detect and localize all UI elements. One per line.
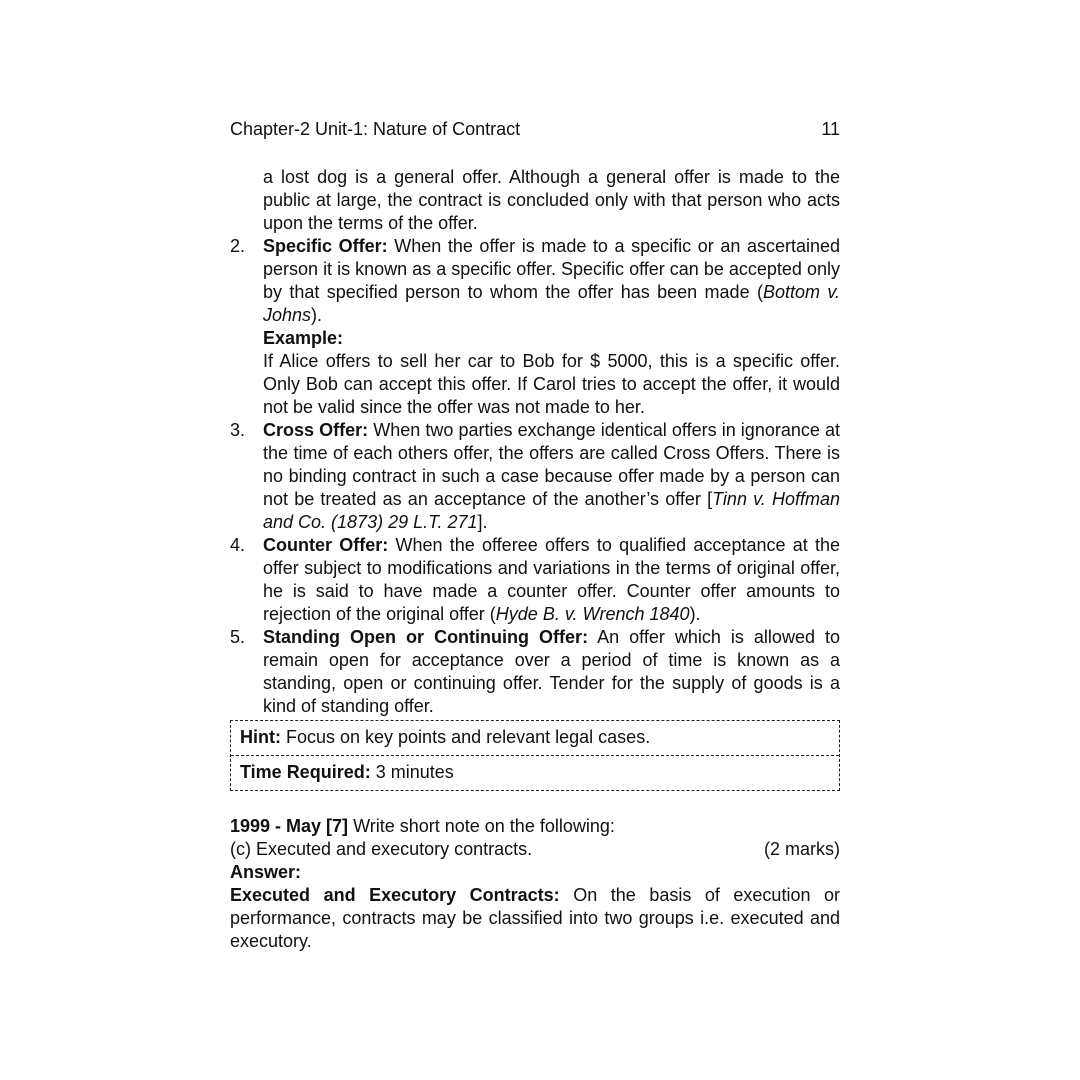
chapter-title: Chapter-2 Unit-1: Nature of Contract (230, 119, 521, 139)
list-item-text: Specific Offer: When the offer is made to a specific or an ascertained person it is known as a specific offer. Specific offer can be accepted only by that specified person to whom the offer has been made (Bottom v. Johns). (263, 236, 840, 325)
question-part-row (230, 838, 840, 861)
continuation-paragraph: a lost dog is a general offer. Although a general offer is made to the public at large, the contract is concluded only with that person who acts upon the terms of the offer. (263, 167, 840, 233)
case-citation: Tinn v. Hoffman and Co. (1873) 29 L.T. 271 (263, 489, 840, 532)
question-marks: (2 marks) (764, 839, 840, 859)
term-heading: Specific Offer: (263, 236, 388, 256)
hint-box (230, 720, 840, 791)
time-required-text: 3 minutes (370, 762, 454, 782)
question-ref: 1999 - May [7] (230, 816, 349, 836)
case-citation: Hyde B. v. Wrench 1840 (495, 604, 690, 624)
list-item-specific-offer (230, 235, 840, 419)
example-text: If Alice offers to sell her car to Bob for $ 5000, this is a specific offer. Only Bob can accept this offer. If Carol tries to accept the offer, it would not be valid since the offer was not made to her. (263, 351, 840, 417)
list-number: 2. (230, 236, 246, 256)
hint-row (231, 721, 839, 755)
example-label: Example: (263, 328, 344, 348)
question-prompt: 1999 - May [7] Write short note on the following: (230, 816, 615, 836)
question-block (230, 815, 840, 953)
list-item-text: Counter Offer: When the offeree offers to qualified acceptance at the offer subject to modifications and variations in the terms of original offer, he is said to have made a counter offer. Counter offer amounts to rejection of the original offer (Hyde B. v. Wrench 1840). (263, 535, 840, 624)
list-item-text: Cross Offer: When two parties exchange identical offers in ignorance at the time of each others offer, the offers are called Cross Offers. There is no binding contract in such a case because offer made by a person can not be treated as an acceptance of the another’s offer [Tinn v. Hoffman and Co. (1873) 29 L.T. 271]. (263, 420, 840, 532)
list-item-counter-offer (230, 534, 840, 626)
case-citation: Bottom v. Johns (263, 282, 840, 325)
list-number: 4. (230, 535, 246, 555)
answer-label: Answer: (230, 862, 302, 882)
page-header (230, 118, 840, 144)
list-item-cross-offer (230, 419, 840, 534)
list-item-standing-offer (230, 626, 840, 718)
time-required-row (231, 755, 839, 790)
page-number: 11 (821, 119, 840, 139)
term-heading: Standing Open or Continuing Offer: (263, 627, 589, 647)
time-required-label: Time Required: (240, 762, 371, 782)
hint-label: Hint: (240, 727, 281, 747)
term-heading: Cross Offer: (263, 420, 369, 440)
list-item-text: Standing Open or Continuing Offer: An offer which is allowed to remain open for acceptance over a period of time is known as a standing, open or continuing offer. Tender for the supply of goods is a kind of standing offer. (263, 627, 840, 716)
document-page (230, 118, 840, 953)
question-part: (c) Executed and executory contracts. (230, 839, 533, 859)
answer-paragraph: Executed and Executory Contracts: On the basis of execution or performance, contracts may be classified into two groups i.e. executed and executory. (230, 885, 840, 951)
answer-heading: Executed and Executory Contracts: (230, 885, 560, 905)
list-number: 3. (230, 420, 246, 440)
list-number: 5. (230, 627, 246, 647)
term-heading: Counter Offer: (263, 535, 389, 555)
hint-text: Focus on key points and relevant legal cases. (280, 727, 651, 747)
